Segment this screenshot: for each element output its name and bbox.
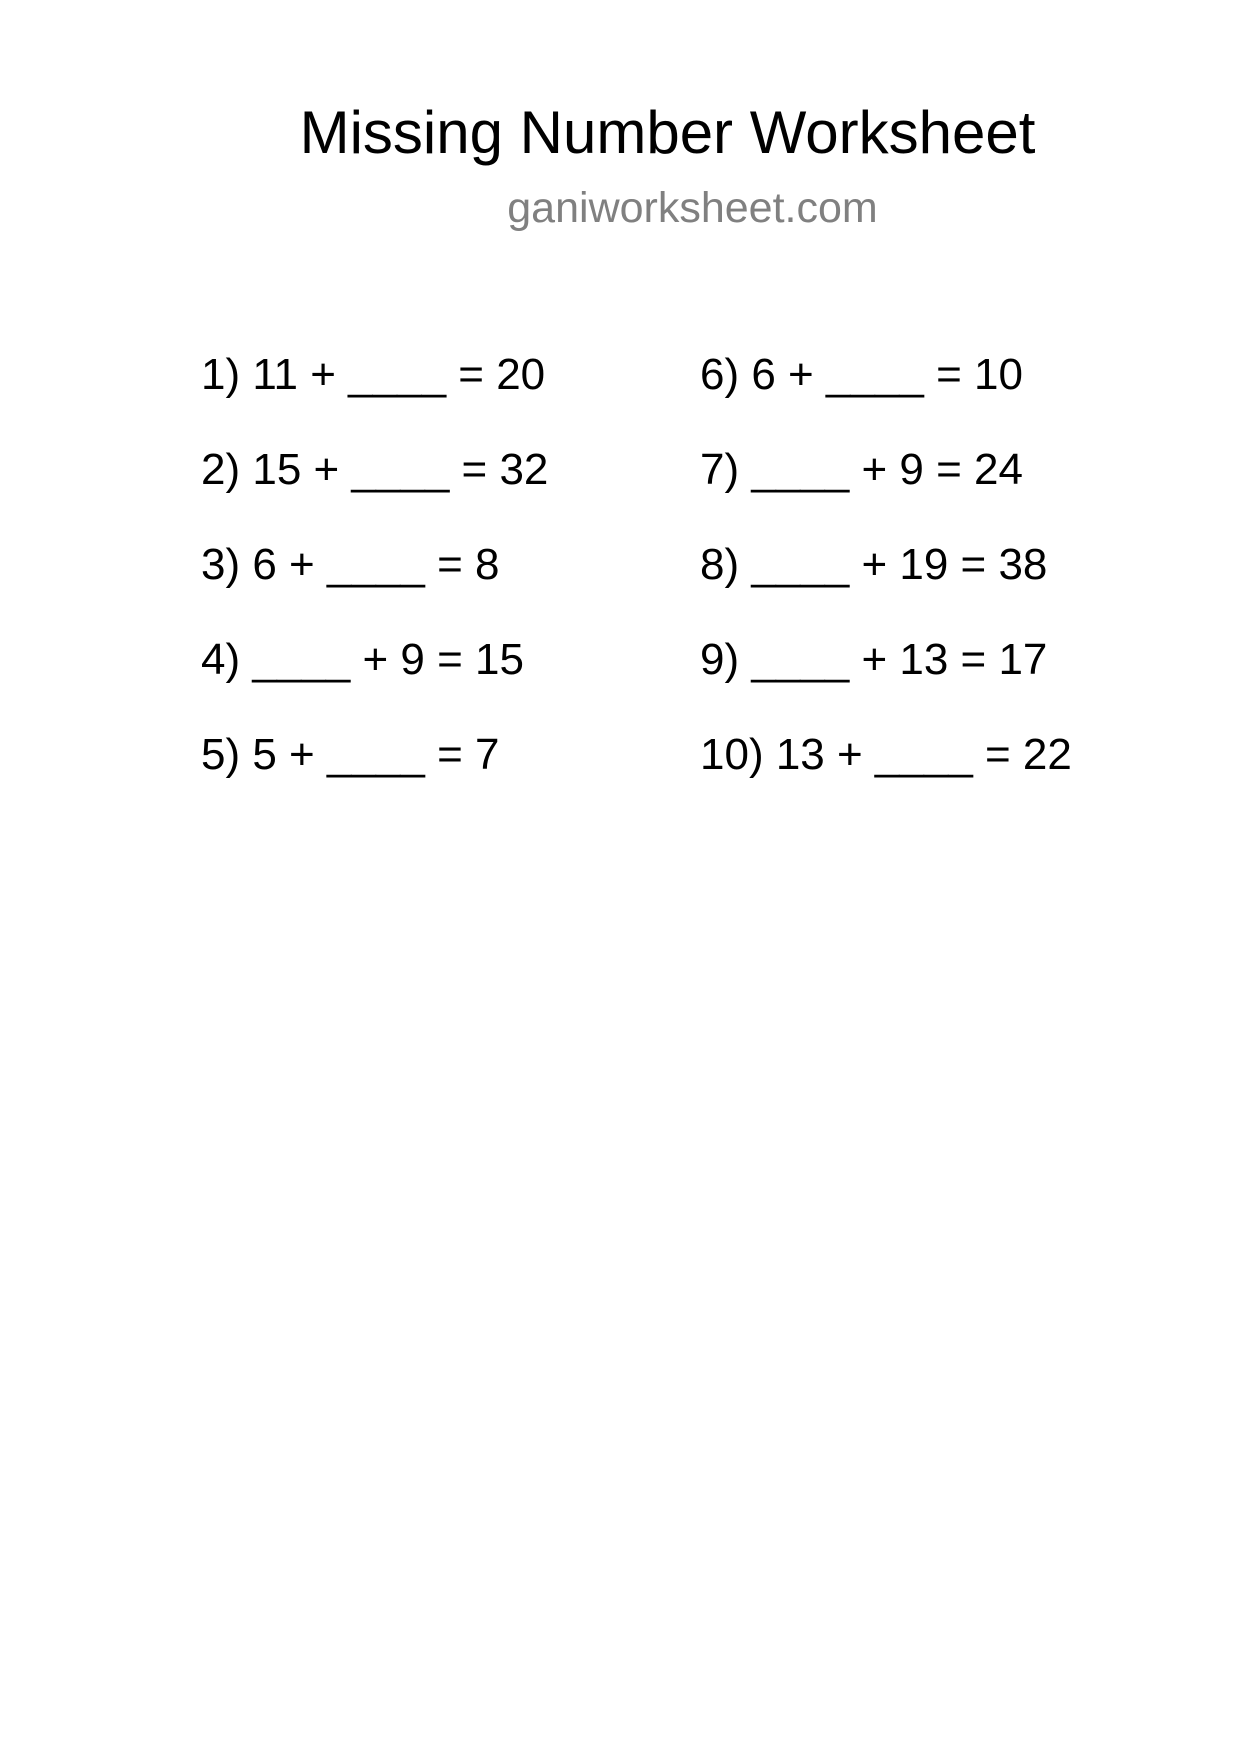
- problem-1: 1) 11 + ____ = 20: [201, 350, 546, 399]
- problem-4: 4) ____ + 9 = 15: [201, 635, 524, 684]
- problem-7: 7) ____ + 9 = 24: [700, 445, 1023, 494]
- problem-6: 6) 6 + ____ = 10: [700, 350, 1023, 399]
- problem-10: 10) 13 + ____ = 22: [700, 730, 1072, 779]
- problem-5: 5) 5 + ____ = 7: [201, 730, 500, 779]
- problem-3: 3) 6 + ____ = 8: [201, 540, 500, 589]
- website-label: ganiworksheet.com: [507, 184, 878, 232]
- problem-8: 8) ____ + 19 = 38: [700, 540, 1048, 589]
- problem-2: 2) 15 + ____ = 32: [201, 445, 549, 494]
- worksheet-title: Missing Number Worksheet: [299, 99, 1036, 166]
- problem-9: 9) ____ + 13 = 17: [700, 635, 1048, 684]
